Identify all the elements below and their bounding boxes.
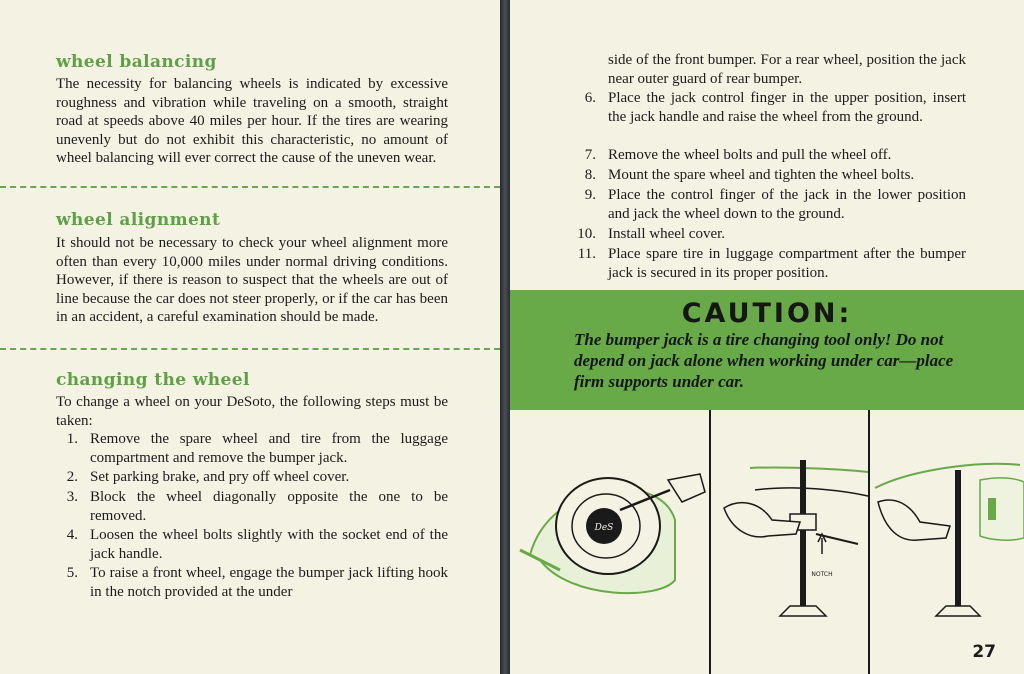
- wheel-drawing: [520, 474, 705, 593]
- jack-illustration: [510, 410, 1024, 674]
- step-number: 11.: [577, 246, 596, 262]
- step-text: Remove the spare wheel and tire from the luggage compartment and remove the bumper jack.: [90, 431, 448, 466]
- step-text: Mount the spare wheel and tighten the wheel bolts.: [608, 167, 915, 183]
- section-divider: [0, 186, 500, 188]
- step-text: Install wheel cover.: [608, 226, 726, 242]
- caution-title: CAUTION:: [681, 298, 853, 329]
- step-text: Place the jack control finger in the upper position, insert the jack handle and raise the wheel from the ground.: [608, 90, 966, 125]
- right-page: [510, 0, 1024, 674]
- hubcap-logo: DeS: [594, 523, 614, 533]
- step-number: 1.: [66, 431, 78, 447]
- step-item: [574, 245, 966, 283]
- step-item: [56, 564, 448, 602]
- paragraph-changing-intro: To change a wheel on your DeSoto, the following steps must be taken:: [56, 394, 448, 429]
- rear-jack-drawing: [875, 464, 1024, 616]
- step-item: [56, 430, 448, 468]
- step-item: [574, 89, 966, 145]
- caution-text: The bumper jack is a tire changing tool only! Do not depend on jack alone when working under car—place firm supports under car.: [574, 330, 954, 391]
- paragraph-continuation: side of the front bumper. For a rear wheel, position the jack near outer guard of rear bumper.: [608, 52, 966, 87]
- paragraph-wheel-alignment: It should not be necessary to check your wheel alignment more often than every 10,000 miles under normal driving conditions. However, if there is reason to suspect that the wheels are out of line because the car does not steer properly, or if the car has been in an accident, a careful examination should be made.: [56, 235, 448, 326]
- step-item: [574, 166, 966, 185]
- step-number: 2.: [66, 469, 78, 485]
- step-number: 3.: [66, 489, 78, 505]
- step-item: [56, 488, 448, 526]
- step-item: [56, 526, 448, 564]
- step-text: Place spare tire in luggage compartment after the bumper jack is secured in its proper position.: [608, 246, 966, 281]
- step-text: Block the wheel diagonally opposite the one to be removed.: [90, 489, 448, 524]
- step-text: Remove the wheel bolts and pull the wheel off.: [608, 147, 892, 163]
- step-text: Place the control finger of the jack in the lower position and jack the wheel down to the ground.: [608, 187, 966, 222]
- caution-box: [510, 290, 1024, 410]
- step-text: Loosen the wheel bolts slightly with the socket end of the jack handle.: [90, 527, 448, 562]
- heading-changing-the-wheel: changing the wheel: [56, 370, 250, 390]
- bumper-jack-drawing: [724, 460, 868, 616]
- heading-wheel-alignment: wheel alignment: [56, 210, 221, 230]
- step-number: 4.: [66, 527, 78, 543]
- step-item: [574, 146, 966, 165]
- heading-wheel-balancing: wheel balancing: [56, 52, 217, 72]
- step-number: 7.: [584, 147, 596, 163]
- page-number: 27: [972, 642, 996, 662]
- step-item: [56, 468, 448, 487]
- step-number: 8.: [584, 167, 596, 183]
- step-number: 10.: [577, 226, 596, 242]
- step-item: [574, 225, 966, 244]
- step-item: [574, 186, 966, 224]
- paragraph-wheel-balancing: The necessity for balancing wheels is indicated by excessive roughness and vibration while traveling on a smooth, straight road at speeds above 40 miles per hour. If the tires are wearing unevenly but do not exhibit this characteristic, no amount of wheel balancing will ever correct the cause of the uneven wear.: [56, 76, 448, 167]
- step-number: 9.: [584, 187, 596, 203]
- left-page: [0, 0, 500, 674]
- step-number: 6.: [584, 90, 596, 106]
- step-number: 5.: [66, 565, 78, 581]
- step-text: To raise a front wheel, engage the bumper jack lifting hook in the notch provided at the under: [90, 565, 448, 600]
- notch-label: NOTCH: [811, 571, 833, 578]
- section-divider: [0, 348, 500, 350]
- book-gutter: [500, 0, 510, 674]
- step-text: Set parking brake, and pry off wheel cover.: [90, 469, 350, 485]
